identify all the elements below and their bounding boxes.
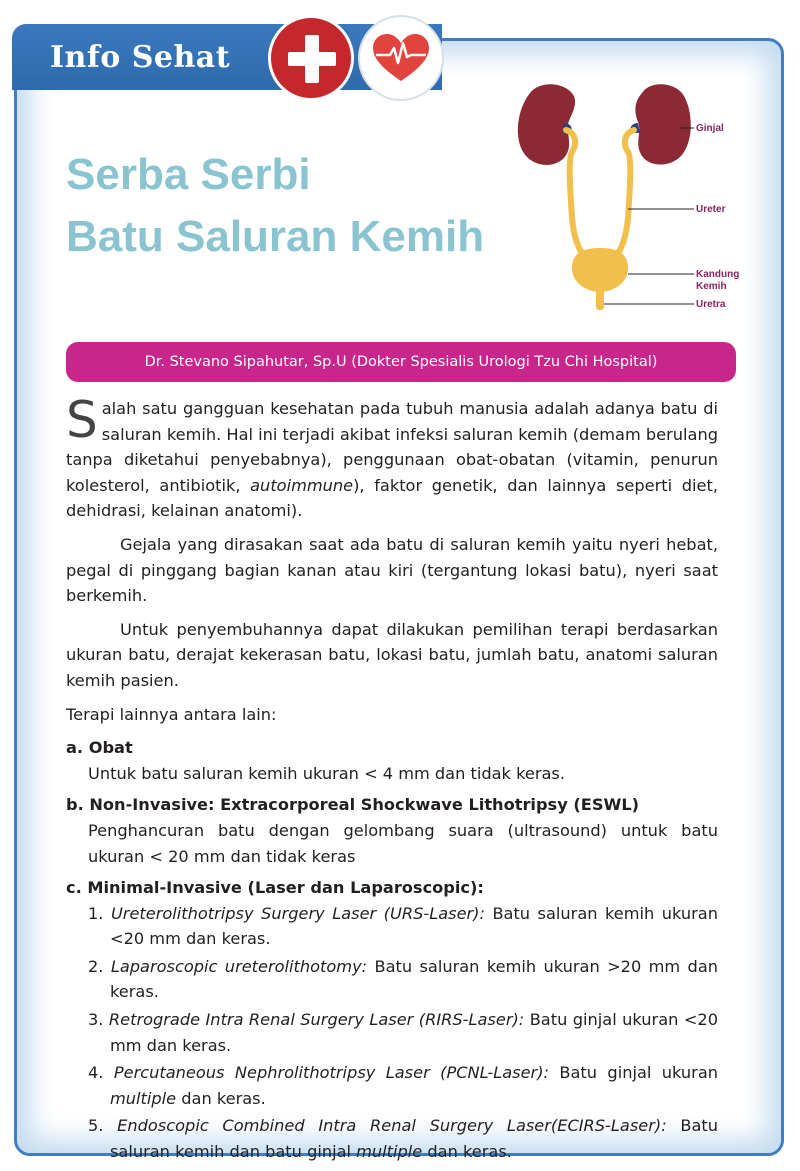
label-ginjal: Ginjal — [696, 123, 724, 134]
list-item: 4. Percutaneous Nephrolithotripsy Laser (PCNL-Laser): Batu ginjal ukuran multiple dan keras. — [88, 1063, 719, 1108]
drop-cap: S — [66, 391, 98, 449]
paragraph-intro: Salah satu gangguan kesehatan pada tubuh manusia adalah adanya batu di saluran kemih. Hal ini terjadi akibat infeksi saluran kemih (demam berulang tanpa diketahui penyebabnya), penggunaan obat-obatan (vitamin, penurun kolesterol, antibiotik, autoimmune), faktor genetik, dan lainnya seperti diet, dehidrasi, kelainan anatomi). — [66, 391, 718, 521]
therapy-a-text: Untuk batu saluran kemih ukuran < 4 mm dan tidak keras. — [88, 763, 565, 783]
paragraph-treatment: Untuk penyembuhannya dapat dilakukan pemilihan terapi berdasarkan ukuran batu, derajat kekerasan batu, lokasi batu, jumlah batu, anatomi saluran kemih pasien. — [66, 619, 718, 690]
paragraph-therapy-intro: Terapi lainnya antara lain: — [66, 704, 277, 724]
author-banner: Dr. Stevano Sipahutar, Sp.U (Dokter Spesialis Urologi Tzu Chi Hospital) — [66, 342, 736, 382]
therapy-a-heading: a. Obat — [66, 738, 133, 758]
list-item: 2. Laparoscopic ureterolithotomy: Batu saluran kemih ukuran >20 mm dan keras. — [88, 956, 718, 1002]
label-kandung: Kandung — [696, 269, 740, 280]
label-ureter: Ureter — [696, 204, 726, 215]
list-item: 5. Endoscopic Combined Intra Renal Surgery Laser(ECIRS-Laser): Batu saluran kemih dan batu ginjal multiple dan keras. — [88, 1116, 718, 1162]
label-kemih: Kemih — [696, 281, 727, 292]
label-uretra: Uretra — [696, 299, 726, 310]
section-title: Info Sehat — [50, 40, 231, 75]
therapy-c-heading: c. Minimal-Invasive (Laser dan Laparoscopic): — [66, 878, 484, 898]
article-title-line1: Serba Serbi — [66, 150, 311, 199]
article-title-line2: Batu Saluran Kemih — [66, 212, 485, 261]
therapy-b-heading: b. Non-Invasive: Extracorporeal Shockwave Lithotripsy (ESWL) — [66, 795, 640, 815]
paragraph-symptoms: Gejala yang dirasakan saat ada batu di saluran kemih yaitu nyeri hebat, pegal di pinggang bagian kanan atau kiri (tergantung lokasi batu), nyeri saat berkemih. — [66, 534, 718, 606]
list-item: 3. Retrograde Intra Renal Surgery Laser (RIRS-Laser): Batu ginjal ukuran <20 mm dan keras. — [88, 1010, 718, 1055]
list-item: 1. Ureterolithotripsy Surgery Laser (URS-Laser): Batu saluran kemih ukuran <20 mm dan keras. — [88, 903, 718, 949]
therapy-b-text: Penghancuran batu dengan gelombang suara (ultrasound) untuk batu ukuran < 20 mm dan tidak keras — [88, 820, 718, 866]
